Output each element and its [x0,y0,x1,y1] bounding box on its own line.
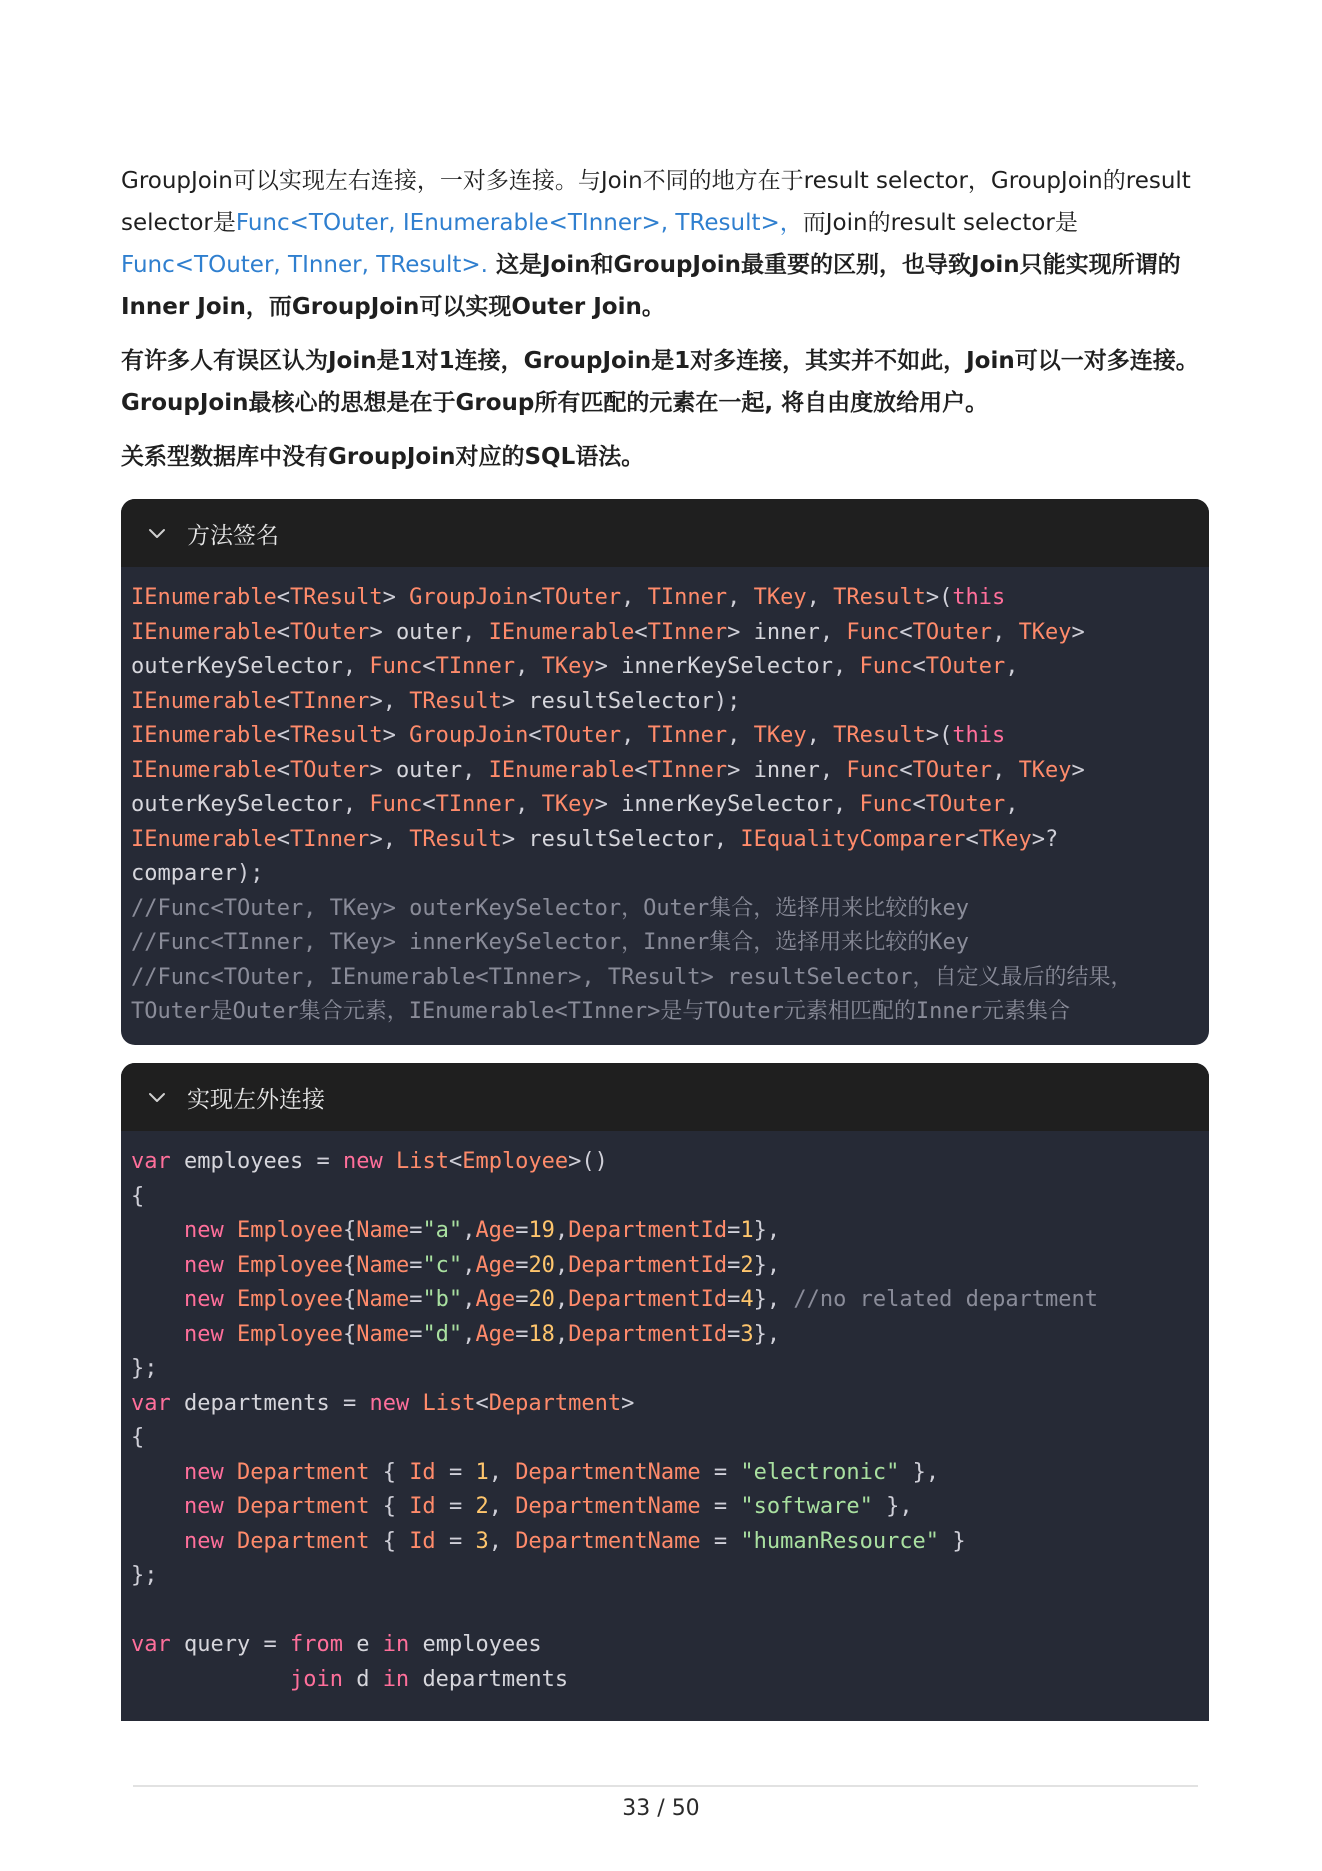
join-code-line: { [131,1183,145,1209]
join-code-line: new Department { Id = 1, DepartmentName = "electronic" }, [183,1459,940,1485]
code-block-title: 实现左外连接 [187,1086,325,1113]
func-signature-link-1[interactable]: Func<TOuter, IEnumerable<TInner>, TResult>， [235,210,803,236]
footer-divider [133,1785,1198,1787]
join-code-line: var query = from e in employees [131,1632,542,1657]
signature-code-line: //Func<TOuter, IEnumerable<TInner>, TResult> resultSelector，自定义最后的结果， [131,964,1133,990]
join-code-line: new Department { Id = 2, DepartmentName = "software" }, [183,1494,913,1519]
misconception-text: 有许多人有误区认为Join是1对1连接，GroupJoin是1对多连接，其实并不如此，Join可以一对多连接。GroupJoin最核心的思想是在于Group所有匹配的元素在一起, 将自由度放给用户。 [121,348,1199,416]
join-code-line: new Employee{Name="d",Age=18,DepartmentId=3}, [183,1321,781,1347]
code-block-method-signature [121,499,1209,1045]
signature-code-line: outerKeySelector, Func<TInner, TKey> innerKeySelector, Func<TOuter, [131,792,1019,817]
func-signature-link-2[interactable]: Func<TOuter, TInner, TResult>. [121,252,488,278]
signature-code-line: IEnumerable<TResult> GroupJoin<TOuter, TInner, TKey, TResult>(this [131,585,1006,610]
code-block-body [121,1131,1209,1697]
join-code-line: var employees = new List<Employee>() [131,1149,608,1174]
signature-code-line: //Func<TInner, TKey> innerKeySelector，Inner集合，选择用来比较的Key [131,930,970,955]
code-block-header[interactable] [121,499,1209,567]
join-code-line: join d in departments [289,1666,569,1692]
code-block-title: 方法签名 [187,522,279,549]
intro-text-1: GroupJoin可以实现左右连接，一对多连接。与Join不同的地方在于result selector，GroupJoin的result selector是 [121,168,1191,236]
intro-text-2: 而Join的result selector是 [802,210,1078,236]
join-code-line [131,1594,1199,1629]
join-code-line: }; [131,1563,158,1588]
chevron-down-icon[interactable] [147,1087,167,1107]
code-block-body [121,567,1209,1030]
chevron-down-icon[interactable] [147,523,167,543]
signature-code-line: outerKeySelector, Func<TInner, TKey> innerKeySelector, Func<TOuter, [131,654,1019,679]
join-code-line: new Employee{Name="a",Age=19,DepartmentId=1}, [183,1218,781,1243]
signature-code-line: IEnumerable<TInner>, TResult> resultSelector); [131,688,741,714]
join-code-line: new Department { Id = 3, DepartmentName = "humanResource" } [183,1528,966,1554]
code-block-left-outer-join [121,1063,1209,1721]
join-code-line: }; [131,1356,158,1381]
join-code-line: var departments = new List<Department> [131,1390,635,1416]
paragraph-groupjoin-intro [121,160,1211,328]
signature-code-line: IEnumerable<TOuter> outer, IEnumerable<TInner> inner, Func<TOuter, TKey> [131,757,1085,783]
signature-code-line: TOuter是Outer集合元素，IEnumerable<TInner>是与TOuter元素相匹配的Inner元素集合 [131,999,1071,1024]
join-code-line: new Employee{Name="b",Age=20,DepartmentId=4}, //no related department [183,1287,1099,1312]
join-code-line: new Employee{Name="c",Age=20,DepartmentId=2}, [183,1252,781,1278]
paragraph-misconception [121,340,1211,424]
paragraph-sql-note [121,436,1211,478]
code-block-header[interactable] [121,1063,1209,1131]
signature-code-line: IEnumerable<TOuter> outer, IEnumerable<TInner> inner, Func<TOuter, TKey> [131,619,1085,645]
page-number: 33 / 50 [622,1796,700,1821]
intro-bold-text: 这是Join和GroupJoin最重要的区别，也导致Join只能实现所谓的Inner Join，而GroupJoin可以实现Outer Join。 [121,252,1181,320]
sql-note-text: 关系型数据库中没有GroupJoin对应的SQL语法。 [121,444,645,470]
signature-code-line: IEnumerable<TInner>, TResult> resultSelector, IEqualityComparer<TKey>? [131,826,1059,852]
signature-code-line: comparer); [131,861,264,886]
join-code-line: { [131,1425,145,1450]
signature-code-line: IEnumerable<TResult> GroupJoin<TOuter, TInner, TKey, TResult>(this [131,723,1006,748]
signature-code-line: //Func<TOuter, TKey> outerKeySelector，Outer集合，选择用来比较的key [131,895,970,921]
